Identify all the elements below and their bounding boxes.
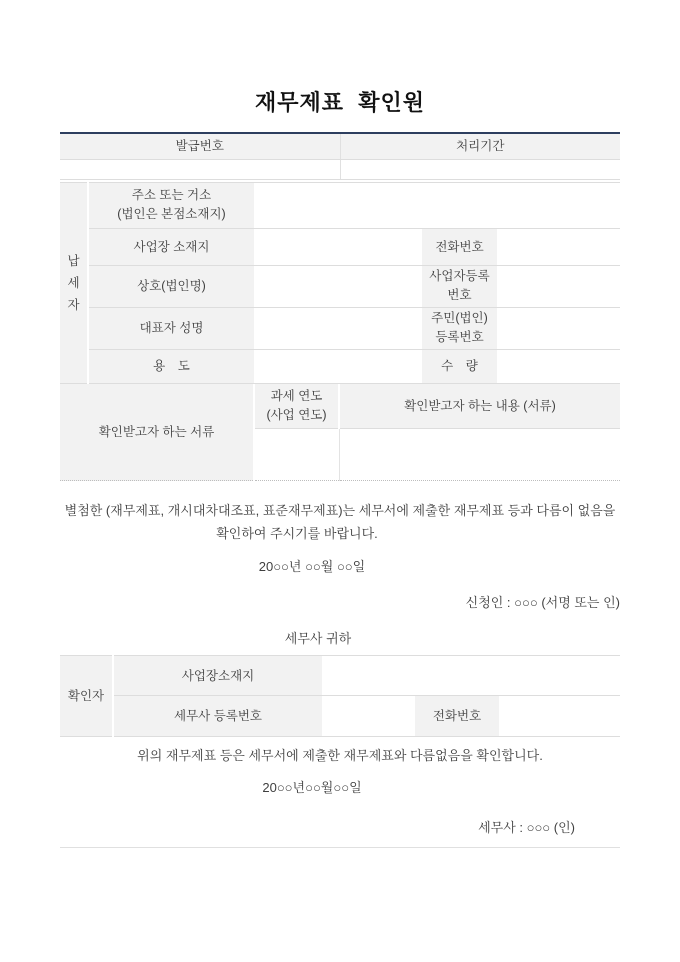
confirmer-workplace-label: 사업장소재지 xyxy=(113,656,322,696)
issue-number-value xyxy=(60,159,340,179)
recipient-line: 세무사 귀하 xyxy=(284,631,352,646)
workplace-value xyxy=(254,228,422,265)
confirm-content-header: 확인받고자 하는 내용 (서류) xyxy=(339,384,620,429)
resident-reg-number-label: 주민(법인) 등록번호 xyxy=(422,307,497,349)
documents-table xyxy=(60,384,620,482)
confirmer-workplace-value xyxy=(322,656,620,696)
issue-number-header: 발급번호 xyxy=(60,133,340,159)
resident-reg-number-value xyxy=(497,307,620,349)
tax-accountant-regno-label: 세무사 등록번호 xyxy=(113,696,322,737)
representative-name-value xyxy=(254,307,422,349)
end-divider xyxy=(60,847,620,848)
tax-year-header: 과세 연도 (사업 연도) xyxy=(254,384,339,429)
tax-accountant-signature-line: 세무사 : ○○○ (인) xyxy=(478,820,575,835)
documents-group-label: 확인받고자 하는 서류 xyxy=(60,384,254,481)
address-value xyxy=(254,182,620,228)
confirmation-statement: 위의 재무제표 등은 세무서에 제출한 재무제표와 다름없음을 확인합니다. xyxy=(137,748,543,763)
confirmer-group-label: 확인자 xyxy=(60,656,113,737)
tax-accountant-regno-value xyxy=(322,696,415,737)
document-page xyxy=(60,0,620,848)
address-label: 주소 또는 거소 (법인은 본점소재지) xyxy=(88,182,254,228)
taxpayer-group-label: 납세자 xyxy=(60,182,88,383)
processing-period-value xyxy=(340,159,620,179)
confirm-content-value xyxy=(339,429,620,481)
purpose-value xyxy=(254,349,422,383)
confirmer-table xyxy=(60,655,620,737)
tax-year-value xyxy=(254,429,339,481)
quantity-value xyxy=(497,349,620,383)
representative-name-label: 대표자 성명 xyxy=(88,307,254,349)
applicant-signature-line: 신청인 : ○○○ (서명 또는 인) xyxy=(465,595,620,610)
business-reg-number-value xyxy=(497,265,620,307)
confirmer-phone-label: 전화번호 xyxy=(415,696,499,737)
taxpayer-table xyxy=(60,182,620,384)
issue-table xyxy=(60,132,620,180)
purpose-label: 용 도 xyxy=(88,349,254,383)
processing-period-header: 처리기간 xyxy=(340,133,620,159)
quantity-label: 수 량 xyxy=(422,349,497,383)
page-title: 재무제표 확인원 xyxy=(255,90,425,115)
request-date: 20○○년 ○○월 ○○일 xyxy=(258,559,366,574)
workplace-label: 사업장 소재지 xyxy=(88,228,254,265)
business-reg-number-label: 사업자등록 번호 xyxy=(422,265,497,307)
company-name-value xyxy=(254,265,422,307)
company-name-label: 상호(법인명) xyxy=(88,265,254,307)
phone-value xyxy=(497,228,620,265)
phone-label: 전화번호 xyxy=(422,228,497,265)
request-statement: 별첨한 (재무제표, 개시대차대조표, 표준재무제표)는 세무서에 제출한 재무제표 등과 다름이 없음을 확인하여 주시기를 바랍니다. xyxy=(64,503,616,541)
confirmer-phone-value xyxy=(499,696,620,737)
confirmation-date: 20○○년○○월○○일 xyxy=(262,780,362,795)
